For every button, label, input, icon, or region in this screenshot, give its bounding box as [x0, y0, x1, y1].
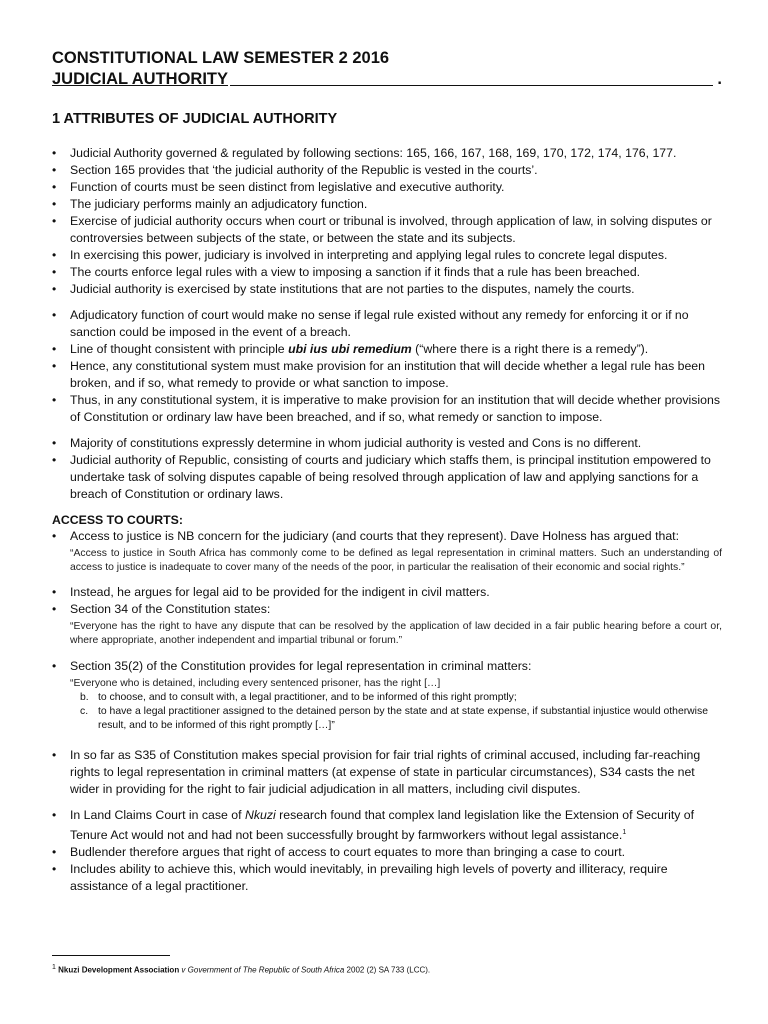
holness-quote: “Access to justice in South Africa has commonly come to be defined as legal representation in criminal matters. Such an understanding of access to justice is inadequate to cover many of the needs of the poor, in particular the realisation of their economic and social rights.” [70, 548, 722, 573]
list-item-text: Access to justice is NB concern for the judiciary (and courts that they represent). Dave Holness has argued that: [70, 529, 679, 543]
list-item-text-end: (“where there is a right there is a remedy”). [411, 342, 649, 356]
list-item-text: Exercise of judicial authority occurs when court or tribunal is involved, through application of law, in solving disputes or controversies between subjects of the state, or between the state and its subjects. [70, 214, 712, 245]
section-35-sublist [80, 691, 722, 733]
list-item-text: Adjudicatory function of court would make no sense if legal rule existed without any remedy for enforcing it or if no sanction could be imposed in the event of a breach. [70, 308, 689, 339]
bullet-group-2 [52, 307, 722, 426]
list-item [52, 435, 722, 452]
list-item-text-start: In Land Claims Court in case of [70, 808, 245, 822]
list-item [52, 264, 722, 281]
list-item-text: The judiciary performs mainly an adjudicatory function. [70, 197, 368, 211]
list-item-text: Section 35(2) of the Constitution provides for legal representation in criminal matters: [70, 659, 532, 673]
bullet-group-3 [52, 435, 722, 503]
access-bullets-2 [52, 584, 722, 648]
list-item [52, 179, 722, 196]
list-item-text-start: Line of thought consistent with principle [70, 342, 289, 356]
list-item [52, 452, 722, 503]
list-item-text: Section 34 of the Constitution states: [70, 602, 271, 616]
list-item [52, 601, 722, 648]
access-heading: ACCESS TO COURTS: [52, 513, 183, 527]
list-item [52, 247, 722, 264]
list-item [52, 528, 722, 575]
list-item [52, 196, 722, 213]
list-item-text: Includes ability to achieve this, which would inevitably, in prevailing high levels of poverty and illiteracy, require assistance of a legal practitioner. [70, 862, 668, 894]
footnote [52, 962, 430, 976]
list-item [52, 658, 722, 733]
list-item [52, 807, 722, 844]
list-item-text: Majority of constitutions expressly determine in whom judicial authority is vested and Cons is no different. [70, 436, 642, 450]
access-bullets-5 [52, 807, 722, 895]
document-page [52, 48, 722, 895]
list-item-text-end: research found that complex land legislation like the Extension of Security of Tenure Act would not and had not been successfully brought by farmworkers without legal assistance. [70, 808, 695, 843]
sublist-label: c. [80, 706, 89, 717]
list-item-text: Section 165 provides that ‘the judicial authority of the Republic is vested in the courts’. [70, 163, 538, 177]
list-item [52, 844, 722, 861]
footnote-ref[interactable]: 1 [622, 829, 627, 836]
list-item-text: Thus, in any constitutional system, it is imperative to make provision for an institution that will decide whether provisions of Constitution or ordinary law have been breached, and if so, what remedy or sanction to impose. [70, 393, 720, 424]
footnote-citation: 2002 (2) SA 733 (LCC). [344, 965, 431, 975]
list-item-text: In so far as S35 of Constitution makes special provision for fair trial rights of criminal accused, including far-reaching rights to legal representation in criminal matters (at expense of state in particular circumstances), S34 casts the net wider in providing for the right to fair judicial adjudication in all matters, including civil disputes. [70, 748, 701, 796]
list-item [52, 281, 722, 298]
list-item [52, 584, 722, 601]
list-item-text: The courts enforce legal rules with a view to imposing a sanction if it finds that a rule has been breached. [70, 265, 641, 279]
list-item [52, 747, 722, 798]
list-item [52, 341, 722, 358]
list-item [52, 861, 722, 895]
bullet-group-1 [52, 145, 722, 298]
document-subtitle-row [52, 69, 722, 90]
sublist-text: to have a legal practitioner assigned to the detained person by the state and at state expense, if substantial injustice would otherwise result, and to be informed of this right promptly […]” [98, 706, 708, 731]
subtitle-underline [230, 85, 713, 86]
list-item [52, 392, 722, 426]
section-35-quote: “Everyone who is detained, including every sentenced prisoner, has the right […] [70, 678, 441, 689]
list-item [52, 213, 722, 247]
list-item [52, 162, 722, 179]
access-bullets-4 [52, 747, 722, 798]
sublist-label: b. [80, 692, 89, 703]
list-item-text: In exercising this power, judiciary is involved in interpreting and applying legal rules to concrete legal disputes. [70, 248, 668, 262]
list-item-text: Budlender therefore argues that right of access to court equates to more than bringing a case to court. [70, 845, 626, 860]
access-bullets-1 [52, 528, 722, 575]
document-subtitle: JUDICIAL AUTHORITY [52, 70, 229, 88]
list-item [52, 358, 722, 392]
footnote-party-2: Government of The Republic of South Africa [187, 965, 345, 975]
list-item-text: Instead, he argues for legal aid to be provided for the indigent in civil matters. [70, 585, 490, 599]
access-bullets-3 [52, 658, 722, 733]
footnote-separator [52, 955, 170, 956]
list-item-text: Judicial authority is exercised by state institutions that are not parties to the disputes, namely the courts. [70, 282, 635, 296]
document-title: CONSTITUTIONAL LAW SEMESTER 2 2016 [52, 49, 390, 67]
list-item-text: Function of courts must be seen distinct from legislative and executive authority. [70, 180, 505, 194]
list-item-text: Judicial authority of Republic, consisting of courts and judiciary which staffs them, is principal institution empowered to undertake task of solving disputes capable of being resolved through application of law and applying sanctions for a breach of Constitution or ordinary laws. [70, 453, 711, 501]
case-name: Nkuzi [244, 808, 276, 822]
list-item [52, 307, 722, 341]
footnote-party-1: Nkuzi Development Association [58, 965, 180, 975]
section-heading: 1 ATTRIBUTES OF JUDICIAL AUTHORITY [52, 111, 338, 127]
list-item-text: Hence, any constitutional system must make provision for an institution that will decide whether a legal rule has been broken, and if so, what remedy to provide or what sanction to impose. [70, 359, 705, 390]
list-item [52, 145, 722, 162]
list-item-text: Judicial Authority governed & regulated by following sections: 165, 166, 167, 168, 169, 170, 172, 174, 176, 177. [70, 146, 677, 160]
sublist-item [80, 705, 722, 733]
footnote-v: v [179, 965, 188, 975]
sublist-text: to choose, and to consult with, a legal practitioner, and to be informed of this right promptly; [98, 692, 517, 703]
latin-maxim: ubi ius ubi remedium [288, 342, 412, 356]
footnote-number: 1 [52, 964, 56, 971]
sublist-item [80, 691, 722, 705]
section-34-quote: “Everyone has the right to have any dispute that can be resolved by the application of law decided in a fair public hearing before a court or, where appropriate, another independent and impartial tribunal or forum.” [70, 621, 722, 646]
subtitle-period: . [717, 70, 722, 88]
